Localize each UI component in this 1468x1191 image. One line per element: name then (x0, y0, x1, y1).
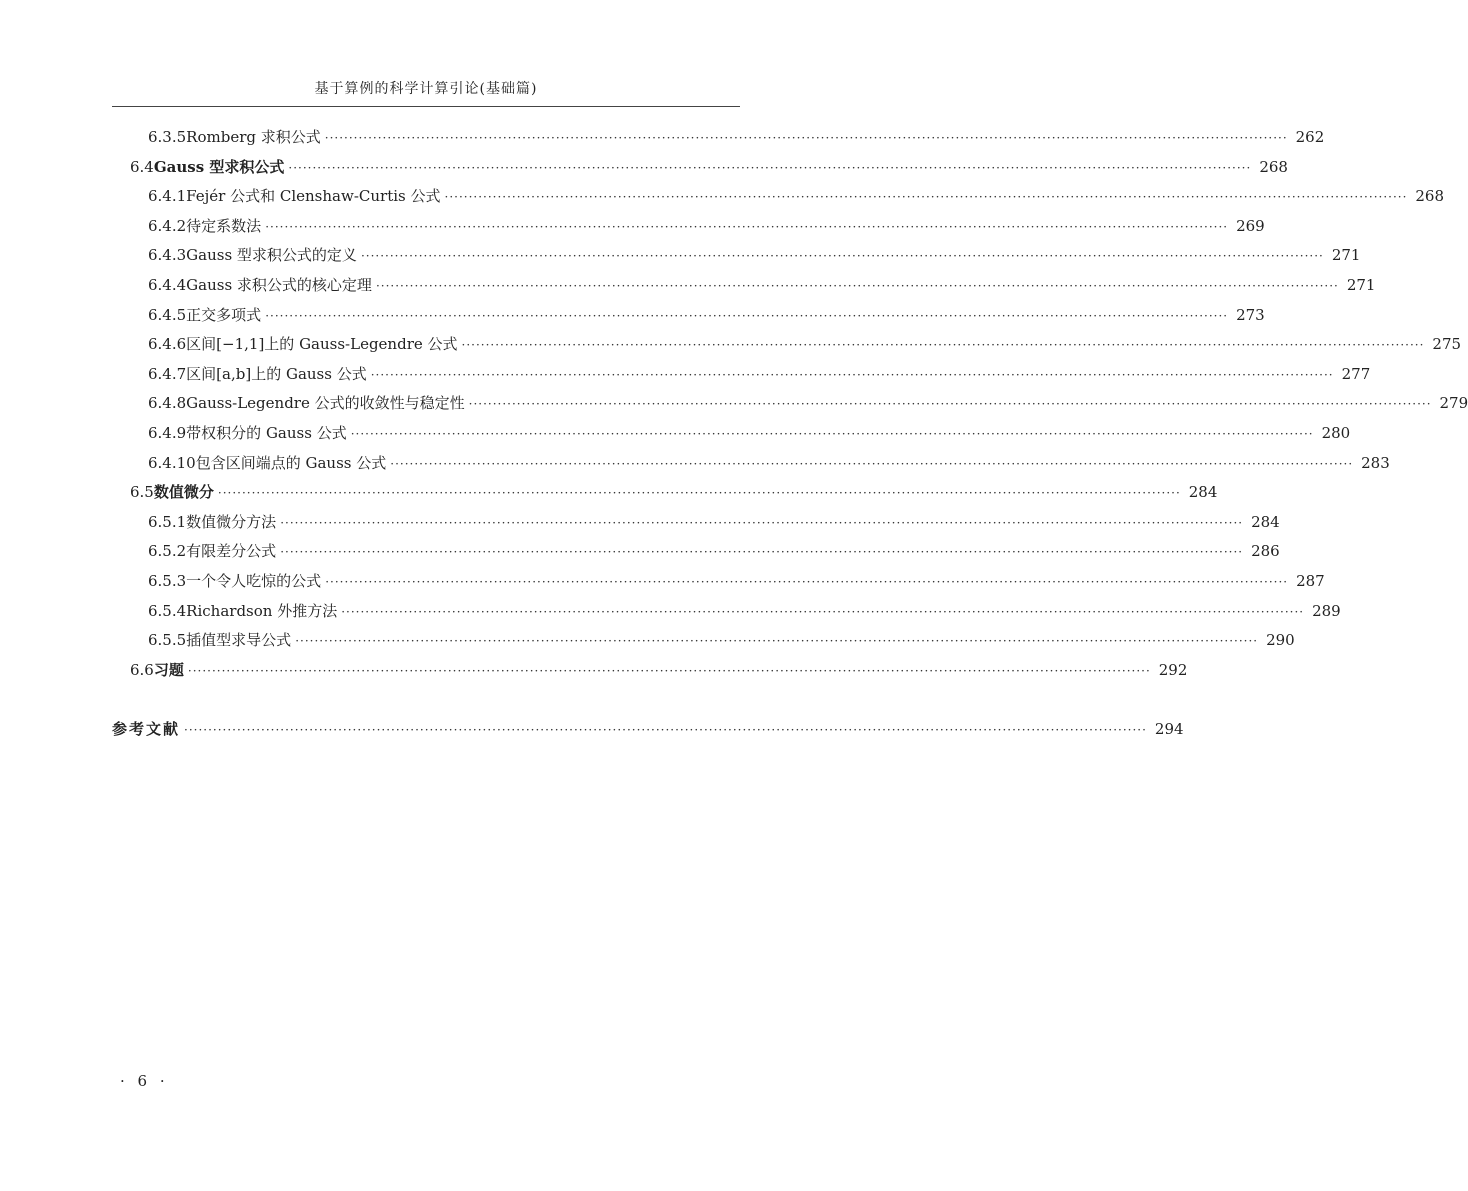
dot-leader: ········································································································································································································ (184, 723, 1147, 738)
toc-entry-number: 6.4.5 (148, 305, 187, 324)
toc-entry-title: 有限差分公式 (186, 542, 277, 561)
dot-leader: ········································································································································································································ (280, 545, 1244, 560)
toc-subsection-entry[interactable] (148, 507, 1280, 537)
toc-subsection-entry[interactable] (148, 300, 1265, 330)
dot-leader: ········································································································································································································ (341, 604, 1305, 619)
toc-entry-title: 参考文献 (112, 720, 181, 739)
toc-page-number: 284 (1251, 512, 1280, 531)
toc-entry-number: 6.4.8 (148, 394, 187, 413)
toc-subsection-entry[interactable] (148, 596, 1341, 626)
toc-entry-title: 带权积分的 Gauss 公式 (186, 424, 347, 442)
dot-leader: ········································································································································································································ (390, 456, 1354, 471)
toc-entry-title: Gauss-Legendre 公式的收敛性与稳定性 (186, 394, 465, 413)
toc-entry-title: Gauss 求积公式的核心定理 (186, 276, 372, 294)
toc-page-number: 271 (1346, 276, 1376, 294)
toc-section-entry[interactable] (130, 477, 1218, 507)
toc-entry-title: Fejér 公式和 Clenshaw-Curtis 公式 (186, 187, 441, 206)
dot-leader: ········································································································································································································ (370, 367, 1334, 382)
toc-subsection-entry[interactable] (148, 448, 1390, 478)
toc-subsection-entry[interactable] (148, 388, 1468, 418)
dot-leader: ········································································································································································································ (265, 219, 1229, 234)
toc-page-number: 268 (1415, 187, 1445, 206)
toc-entry-title: Romberg 求积公式 (186, 128, 321, 146)
toc-page-number: 292 (1158, 660, 1188, 679)
dot-leader: ········································································································································································································ (468, 397, 1432, 412)
toc-entry-title: Gauss 型求积公式 (153, 157, 285, 176)
toc-entry-title: Gauss 型求积公式的定义 (186, 246, 357, 265)
toc-entry-title: Richardson 外推方法 (186, 601, 338, 620)
toc-section-entry[interactable] (130, 152, 1288, 182)
toc-subsection-entry[interactable] (148, 536, 1280, 566)
toc-entry-number: 6.5.3 (148, 572, 187, 590)
toc-page-number: 289 (1312, 601, 1341, 620)
toc-entry-title: 区间[−1,1]上的 Gauss-Legendre 公式 (186, 335, 458, 354)
toc-entry-number: 6.5.4 (148, 601, 187, 620)
toc-page-number: 271 (1331, 246, 1361, 265)
toc-entry-number: 6.4.4 (148, 276, 187, 294)
dot-leader: ········································································································································································································ (217, 486, 1181, 501)
toc-page-number: 269 (1236, 216, 1265, 235)
toc-page-number: 290 (1266, 631, 1295, 650)
toc-page-number: 273 (1236, 305, 1265, 324)
toc-entry-title: 正交多项式 (186, 305, 262, 324)
toc-page-number: 283 (1361, 453, 1390, 472)
toc-entry-number: 6.4.7 (148, 364, 187, 383)
toc-page-number: 280 (1321, 424, 1351, 442)
dot-leader: ········································································································································································································ (324, 131, 1288, 145)
dot-leader: ········································································································································································································ (444, 190, 1408, 205)
toc-page-number: 275 (1432, 335, 1462, 354)
dot-leader: ········································································································································································································ (295, 634, 1259, 649)
running-header: 基于算例的科学计算引论(基础篇) (314, 81, 538, 97)
toc-section-entry[interactable] (130, 655, 1188, 685)
toc-subsection-entry[interactable] (148, 240, 1361, 270)
toc-entry-number: 6.5.2 (148, 542, 187, 561)
dot-leader: ········································································································································································································ (288, 160, 1252, 175)
toc-page-number: 284 (1188, 483, 1218, 502)
toc-entry-number: 6.4.2 (148, 216, 187, 235)
toc-page-number: 262 (1295, 128, 1325, 146)
dot-leader: ········································································································································································································ (187, 663, 1151, 678)
toc-entry-number: 6.5.1 (148, 512, 187, 531)
toc-entry-number: 6.4 (130, 157, 154, 176)
toc-subsection-entry[interactable] (148, 329, 1462, 359)
toc-subsection-entry[interactable] (148, 122, 1325, 152)
toc-entry-number: 6.4.10 (148, 453, 196, 472)
dot-leader: ········································································································································································································ (360, 249, 1324, 264)
toc-entry-number: 6.5 (130, 483, 154, 502)
toc-entry-title: 区间[a,b]上的 Gauss 公式 (186, 364, 367, 383)
toc-entry-number: 6.4.6 (148, 335, 187, 354)
toc-subsection-entry[interactable] (148, 211, 1265, 241)
toc-entry-number: 6.4.1 (148, 187, 187, 206)
toc-subsection-entry[interactable] (148, 359, 1371, 389)
dot-leader: ········································································································································································································ (325, 575, 1289, 589)
toc-entry-title: 待定系数法 (186, 216, 262, 235)
toc-entry-number: 6.5.5 (148, 631, 187, 650)
toc-entry-title: 习题 (153, 660, 184, 679)
toc-subsection-entry[interactable] (148, 418, 1351, 448)
toc-subsection-entry[interactable] (148, 270, 1376, 300)
toc-subsection-entry[interactable] (148, 566, 1325, 596)
toc-page-number: 287 (1296, 572, 1325, 590)
page-folio: · 6 · (120, 1072, 169, 1090)
toc-entry-number: 6.4.3 (148, 246, 187, 265)
toc-entry-title: 数值微分 (153, 483, 214, 502)
toc-page-number: 268 (1259, 157, 1288, 176)
toc-page-number: 286 (1251, 542, 1280, 561)
toc-page-number: 277 (1341, 364, 1371, 383)
toc-page-number: 294 (1154, 720, 1184, 739)
toc-entry-number: 6.4.9 (148, 424, 187, 442)
toc-subsection-entry[interactable] (148, 181, 1445, 211)
toc-entry-title: 一个令人吃惊的公式 (186, 572, 322, 590)
dot-leader: ········································································································································································································ (265, 308, 1229, 323)
header-rule (112, 106, 740, 107)
toc-entry-title: 插值型求导公式 (186, 631, 292, 650)
toc-subsection-entry[interactable] (148, 625, 1295, 655)
dot-leader: ········································································································································································································ (375, 279, 1339, 293)
toc-chapter-entry[interactable] (112, 714, 1184, 744)
toc-entry-number: 6.6 (130, 660, 154, 679)
dot-leader: ········································································································································································································ (461, 338, 1425, 353)
toc-entry-title: 数值微分方法 (186, 512, 277, 531)
toc-entry-number: 6.3.5 (148, 128, 187, 146)
dot-leader: ········································································································································································································ (350, 427, 1314, 441)
dot-leader: ········································································································································································································ (280, 515, 1244, 530)
toc-page-number: 279 (1439, 394, 1468, 413)
toc-entry-title: 包含区间端点的 Gauss 公式 (195, 453, 387, 472)
